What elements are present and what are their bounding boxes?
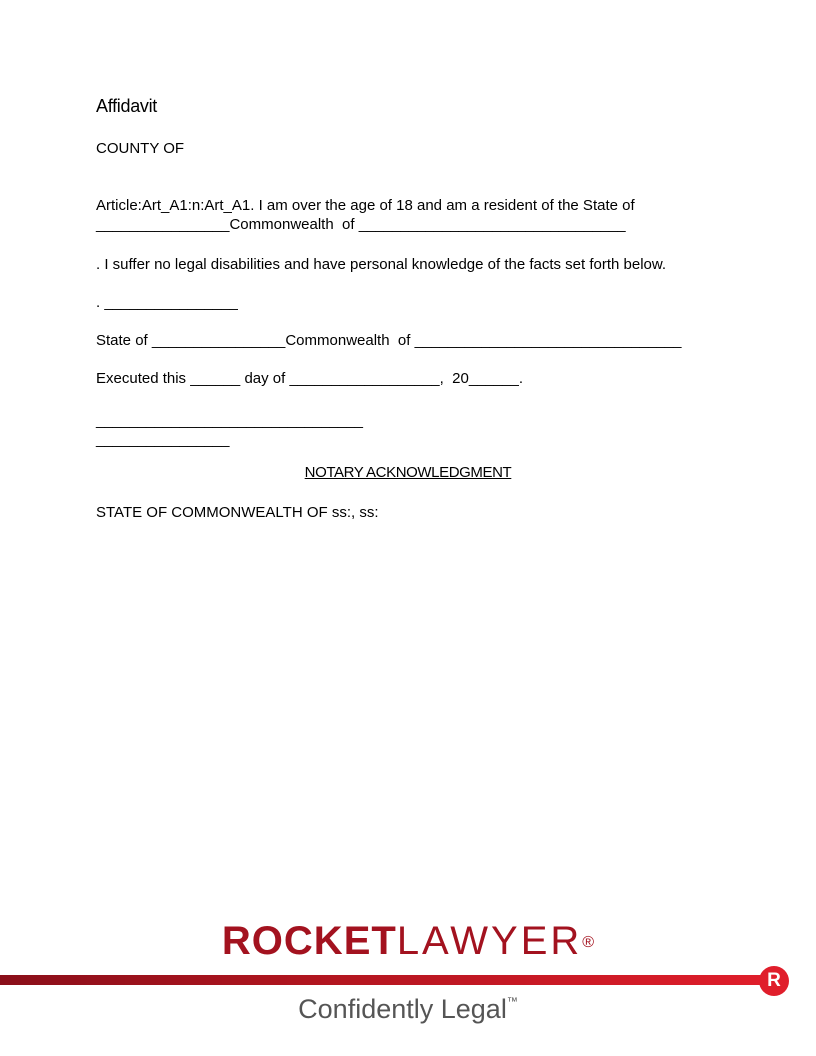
document-title: Affidavit bbox=[96, 96, 158, 116]
r-badge-icon: R bbox=[759, 966, 789, 996]
state-commonwealth-line: State of ________________Commonwealth of ________________________________ bbox=[96, 332, 682, 349]
signature-line-1: ________________________________ bbox=[96, 412, 363, 429]
article-line-1: Article:Art_A1:n:Art_A1. I am over the age of 18 and am a resident of the State of bbox=[96, 197, 635, 214]
tagline bbox=[0, 994, 816, 1025]
blank-line: . ________________ bbox=[96, 294, 238, 311]
county-line: COUNTY OF bbox=[96, 140, 185, 157]
disabilities-statement: . I suffer no legal disabilities and have personal knowledge of the facts set forth below. bbox=[96, 256, 667, 273]
rocket-lawyer-logo bbox=[0, 918, 816, 964]
trademark-mark: ™ bbox=[506, 996, 518, 1008]
logo-word-lawyer: LAWYER bbox=[396, 919, 583, 963]
executed-date-line: Executed this ______ day of __________________, 20______. bbox=[96, 370, 524, 387]
registered-mark: ® bbox=[582, 934, 595, 951]
notary-state-line: STATE OF COMMONWEALTH OF ss:, ss: bbox=[96, 504, 379, 521]
article-line-2: ________________Commonwealth of ________________________________ bbox=[96, 216, 626, 233]
signature-line-2: ________________ bbox=[96, 431, 230, 448]
notary-acknowledgment-heading: NOTARY ACKNOWLEDGMENT bbox=[304, 464, 512, 481]
tagline-text: Confidently Legal bbox=[298, 994, 507, 1024]
footer-red-bar bbox=[0, 975, 770, 985]
logo-word-rocket: ROCKET bbox=[221, 919, 397, 963]
